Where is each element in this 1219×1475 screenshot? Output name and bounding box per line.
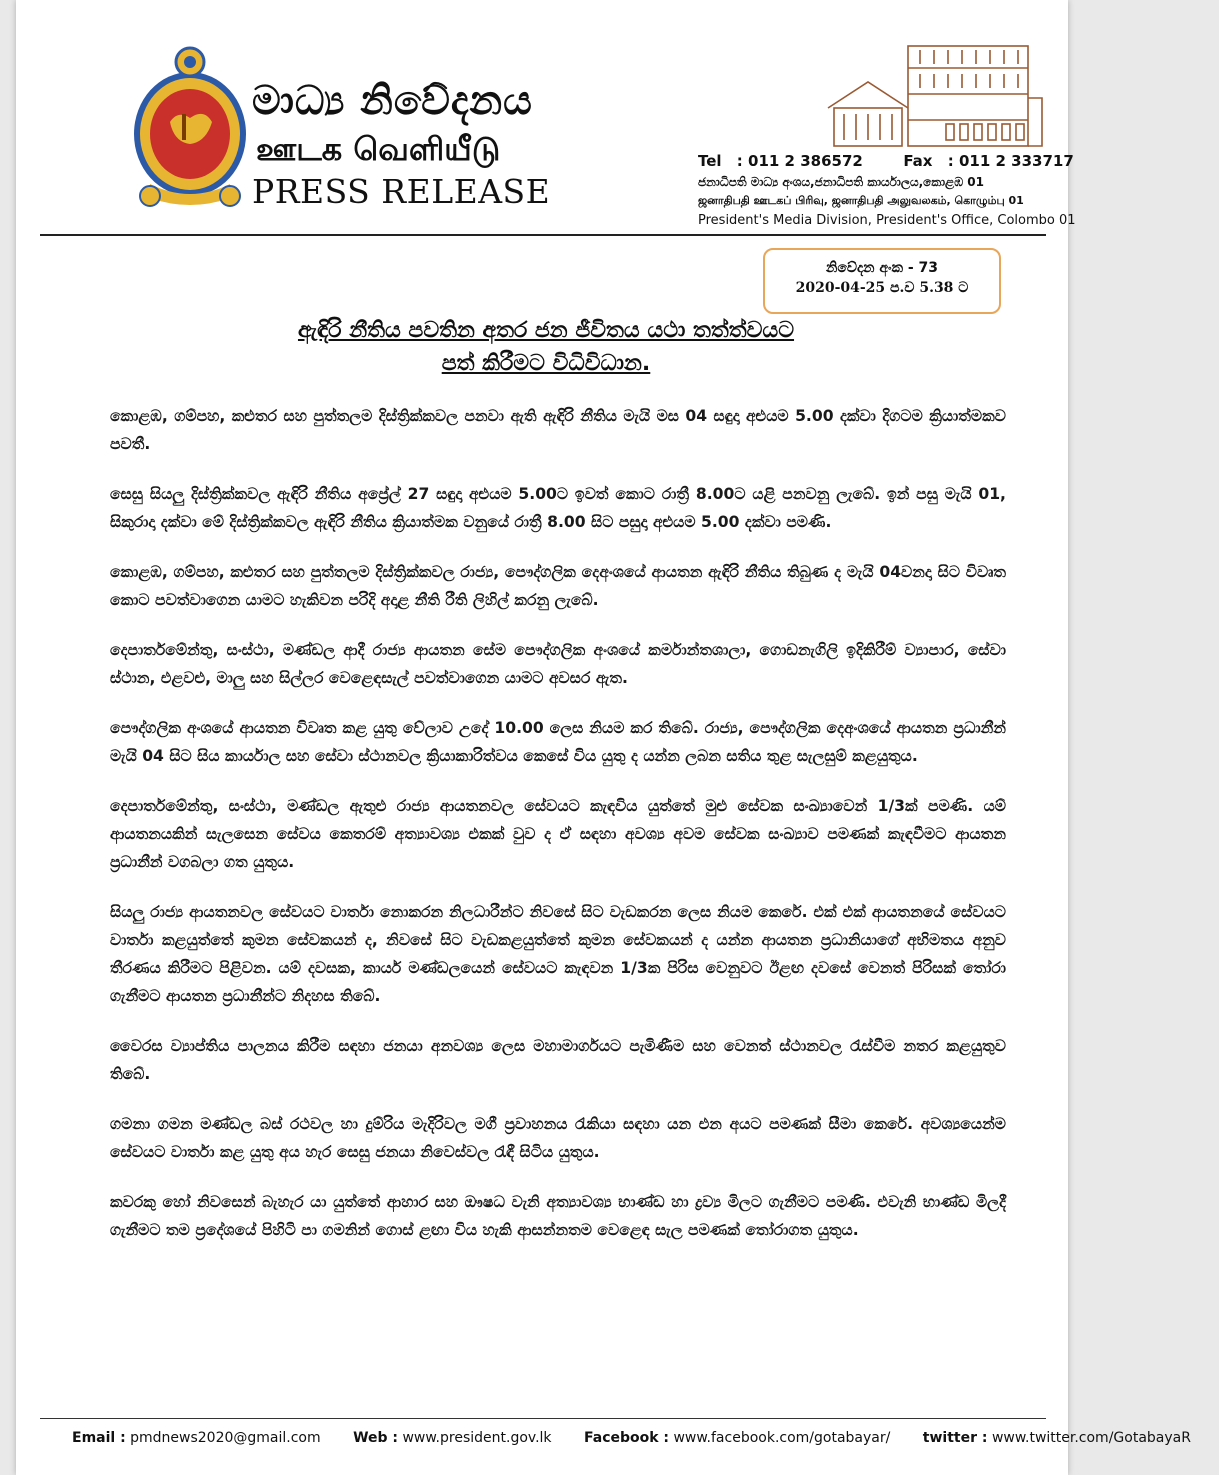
notice-datetime: 2020-04-25 ප.ව 5.38 ට: [795, 280, 969, 296]
presidents-office-building-icon: [824, 38, 1044, 150]
email-label: Email :: [72, 1430, 126, 1446]
title-tamil: ஊடக வெளியீடு: [256, 130, 501, 168]
web-link[interactable]: www.president.gov.lk: [402, 1430, 552, 1446]
web-label: Web :: [353, 1430, 399, 1446]
body-text: [110, 402, 1006, 1266]
footer-twitter: [923, 1430, 1191, 1446]
paragraph: දෙපාර්තමේන්තු, සංස්ථා, මණ්ඩල ආදී රාජ්‍ය ආයතන සේම පෞද්ගලික අංශයේ කර්මාන්තශාලා, ගොඩනැගිලි ඉදිකිරීම් ව්‍යාපාර, සේවා ස්ථාන, එළවළු, මාලු සහ සිල්ලර වෙළෙඳසැල් පවත්වාගෙන යාමට අවසර ඇත.: [110, 641, 1006, 687]
twitter-link[interactable]: www.twitter.com/GotabayaR: [991, 1430, 1191, 1446]
paragraph: කවරකු හෝ නිවසෙන් බැහැර යා යුත්තේ ආහාර සහ ඖෂධ වැනි අත්‍යාවශ්‍ය භාණ්ඩ හා ද්‍රව්‍ය මිලට ගැනීමට පමණි. එවැනි භාණ්ඩ මිලදී ගැනීමට තම ප්‍රදේශයේ පිහිටි පා ගමනින් ගොස් ළඟා විය හැකි ආසන්නතම වෙළෙඳ සැල පමණක් තෝරාගත යුතුය.: [110, 1193, 1006, 1239]
fax-label: Fax: [903, 152, 933, 170]
headline: [166, 314, 926, 380]
paragraph: සෙසු සියලු දිස්ත්‍රික්කවල ඇඳිරි නීතිය අප්‍රේල් 27 සඳුදා අළුයම 5.00ට ඉවත් කොට රාත්‍රී 8.00ට යළි පනවනු ලැබේ. ඉන් පසු මැයි 01, සිකුරාදා දක්වා මේ දිස්ත්‍රික්කවල ඇඳිරි නීතිය ක්‍රියාත්මක වනුයේ රාත්‍රී 8.00 සිට පසුදා අළුයම 5.00 දක්වා පමණි.: [110, 485, 1006, 531]
title-english: PRESS RELEASE: [252, 172, 551, 211]
facebook-label: Facebook :: [584, 1430, 670, 1446]
headline-line-2: පත් කිරීමට විධිවිධාන.: [441, 351, 651, 376]
paragraph: සියලු රාජ්‍ය ආයතනවල සේවයට වාර්තා නොකරන නිලධාරීන්ට නිවසේ සිට වැඩකරන ලෙස නියම කෙරේ. එක් එක් ආයතනයේ සේවයට වාර්තා කළයුත්තේ කුමන සේවකයන් ද, නිවසේ සිට වැඩකළයුත්තේ කුමන සේවකයන් ද යන්න ආයතන ප්‍රධානියාගේ අභිමතය අනුව තීරණය කිරීමට පිළිවන. යම් දවසක, කාර්ය මණ්ඩලයෙන් සේවයට කැඳවන 1/3ක පිරිස වෙනුවට ඊළඟ දවසේ වෙනත් පිරිසක් තෝරා ගැනීමට ආයතන ප්‍රධානීන්ට නිදහස තිබේ.: [110, 903, 1006, 1005]
press-release-page: [16, 0, 1191, 1475]
footer-web: [353, 1430, 551, 1446]
paragraph: ගමනා ගමන මණ්ඩල බස් රථවල හා දුම්රිය මැදිරිවල මගී ප්‍රවාහනය රැකියා සඳහා යන එන අයට පමණක් සීමා කෙරේ. අවශ්‍යයෙන්ම සේවයට වාර්තා කළ යුතු අය හැර සෙසු ජනයා නිවෙස්වල රැඳී සිටිය යුතුය.: [110, 1115, 1006, 1161]
header-divider: [40, 234, 1046, 236]
sri-lanka-emblem-icon: [120, 44, 260, 214]
paragraph: කොළඹ, ගම්පහ, කළුතර සහ පුත්තලම දිස්ත්‍රික්කවල පනවා ඇති ඇඳිරි නීතිය මැයි මස 04 සඳුදා අළුයම 5.00 දක්වා දිගටම ක්‍රියාත්මකව පවතී.: [110, 407, 1006, 453]
address-english: President's Media Division, President's Office, Colombo 01: [698, 213, 1076, 228]
paragraph: වෛරස ව්‍යාප්තිය පාලනය කිරීම සඳහා ජනයා අනවශ්‍ය ලෙස මහාමාර්ගයට පැමිණීම සහ වෙනත් ස්ථානවල රැස්වීම නතර කළයුතුව තිබේ.: [110, 1037, 1006, 1083]
tel-label: Tel: [698, 152, 722, 170]
contact-line: [698, 152, 1074, 170]
paragraph: දෙපාර්තමේන්තු, සංස්ථා, මණ්ඩල ඇතුළු රාජ්‍ය ආයතනවල සේවයට කැඳවිය යුත්තේ මුළු සේවක සංඛ්‍යාවෙන් 1/3ක් පමණි. යම් ආයතනයකින් සැලසෙන සේවය කෙතරම් අත්‍යාවශ්‍ය එකක් වුව ද ඒ සඳහා අවශ්‍ය අවම සේවක සංඛ්‍යාව පමණක් කැඳවීමට ආයතන ප්‍රධානීන් වගබලා ගත යුතුය.: [110, 797, 1006, 871]
paragraph: කොළඹ, ගම්පහ, කළුතර සහ පුත්තලම දිස්ත්‍රික්කවල රාජ්‍ය, පෞද්ගලික දෙඅංශයේ ආයතන ඇඳිරි නීතිය තිබුණ ද මැයි 04වනදා සිට විවෘත කොට පවත්වාගෙන යාමට හැකිවන පරිදි අදාළ නීති රීති ලිහිල් කරනු ලැබේ.: [110, 563, 1006, 609]
facebook-link[interactable]: www.facebook.com/gotabayar/: [673, 1430, 891, 1446]
footer-email: [72, 1430, 321, 1446]
notice-box: [763, 248, 1001, 314]
fax-value: : 011 2 333717: [947, 152, 1074, 170]
twitter-label: twitter :: [922, 1430, 988, 1446]
headline-line-1: ඇඳිරි නීතිය පවතින අතර ජන ජීවිතය යථා තත්ත්වයට: [297, 318, 795, 343]
notice-number: නිවේදන අංක - 73: [825, 260, 938, 276]
address-tamil: ஜனாதிபதி ஊடகப் பிரிவு, ஜனாதிபதி அலுவலகம், கொழும்பு 01: [698, 194, 1024, 207]
footer-facebook: [584, 1430, 890, 1446]
footer: [72, 1430, 1191, 1446]
email-link[interactable]: pmdnews2020@gmail.com: [130, 1430, 321, 1446]
tel-value: : 011 2 386572: [736, 152, 863, 170]
paragraph: පෞද්ගලික අංශයේ ආයතන විවෘත කළ යුතු වේලාව උදේ 10.00 ලෙස නියම කර තිබේ. රාජ්‍ය, පෞද්ගලික දෙඅංශයේ ආයතන ප්‍රධානීන් මැයි 04 සිට සිය කාර්යාල සහ සේවා ස්ථානවල ක්‍රියාකාරිත්වය කෙසේ විය යුතු ද යන්න ලබන සතිය තුළ සැලසුම් කළයුතුය.: [110, 719, 1006, 765]
title-sinhala: මාධ්‍ය නිවේදනය: [252, 78, 533, 124]
address-sinhala: ජනාධිපති මාධ්‍ය අංශය,ජනාධිපති කාර්යාලය,කොළඹ 01: [698, 175, 984, 189]
footer-divider: [40, 1418, 1046, 1419]
